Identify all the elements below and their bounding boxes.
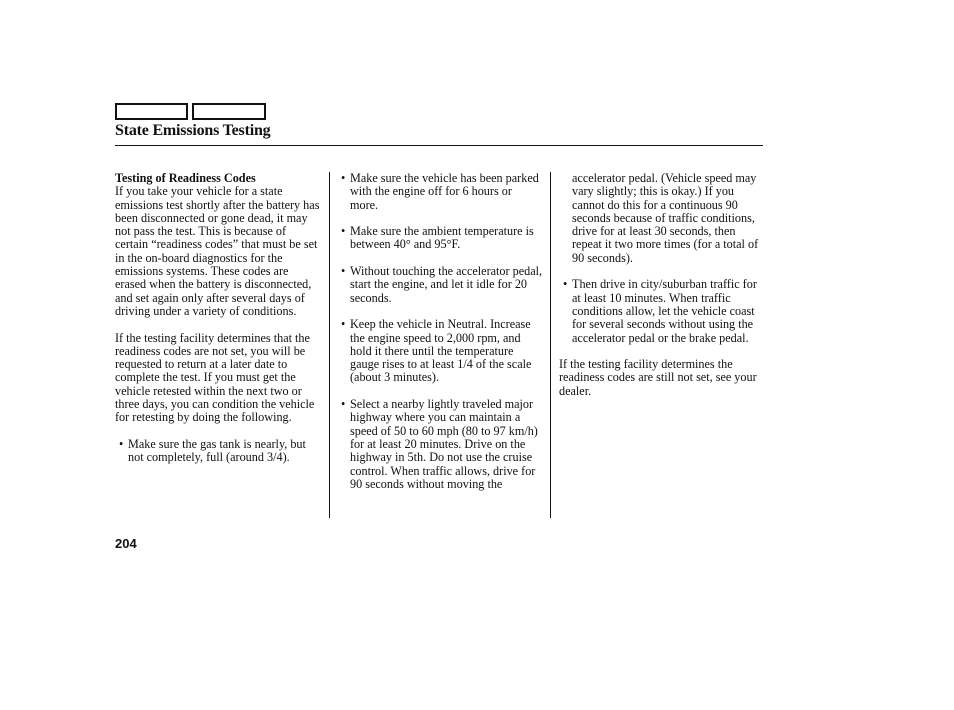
bullet-neutral: • Keep the vehicle in Neutral. Increase the engine speed to 2,000 rpm, and hold it there until the temperature gauge rises to at least 1/4 of the scale (about 3 minutes). bbox=[341, 318, 543, 384]
bullet-temperature: • Make sure the ambient temperature is between 40° and 95°F. bbox=[341, 225, 543, 252]
bullet-gas-tank: • Make sure the gas tank is nearly, but not completely, full (around 3/4). bbox=[119, 438, 322, 465]
title-rule bbox=[115, 145, 763, 146]
paragraph-intro: If you take your vehicle for a state emissions test shortly after the battery has been disconnected or gone dead, it may not pass the test. This is because of certain “readiness codes” that must be set in the on-board diagnostics for the emissions systems. These codes are erased when the battery is disconnected, and set again only after several days of driving under a variety of conditions. bbox=[115, 184, 320, 318]
column-3 bbox=[559, 172, 763, 411]
column-1 bbox=[115, 172, 322, 478]
header-tab-box-1 bbox=[115, 103, 188, 120]
column-divider-1 bbox=[329, 172, 330, 518]
page-number: 204 bbox=[115, 536, 137, 551]
bullet-city-traffic: • Then drive in city/suburban traffic for at least 10 minutes. When traffic conditions allow, let the vehicle coast for several seconds without using the accelerator pedal or the brake pedal. bbox=[563, 278, 763, 344]
section-title: State Emissions Testing bbox=[115, 122, 271, 139]
paragraph-see-dealer: If the testing facility determines the readiness codes are still not set, see your dealer. bbox=[559, 357, 757, 398]
bullet-highway-continued: accelerator pedal. (Vehicle speed may vary slightly; this is okay.) If you cannot do this for a continuous 90 seconds because of traffic conditions, drive for at least 30 seconds, then repeat it two more times (for a total of 90 seconds). bbox=[572, 171, 759, 265]
column-divider-2 bbox=[550, 172, 551, 518]
bullet-idle: • Without touching the accelerator pedal, start the engine, and let it idle for 20 seconds. bbox=[341, 265, 543, 305]
paragraph-retest: If the testing facility determines that the readiness codes are not set, you will be requested to return at a later date to complete the test. If you must get the vehicle retested within the next two or three days, you can condition the vehicle for retesting by doing the following. bbox=[115, 330, 315, 425]
subheading: Testing of Readiness Codes bbox=[115, 171, 256, 185]
header-tab-box-2 bbox=[192, 103, 266, 120]
bullet-parked: • Make sure the vehicle has been parked with the engine off for 6 hours or more. bbox=[341, 172, 543, 212]
bullet-highway: • Select a nearby lightly traveled major highway where you can maintain a speed of 50 to 60 mph (80 to 97 km/h) for at least 20 minutes. Drive on the highway in 5th. Do not use the cruise control. When traffic allows, drive for 90 seconds without moving the bbox=[341, 398, 543, 491]
column-2 bbox=[341, 172, 543, 491]
